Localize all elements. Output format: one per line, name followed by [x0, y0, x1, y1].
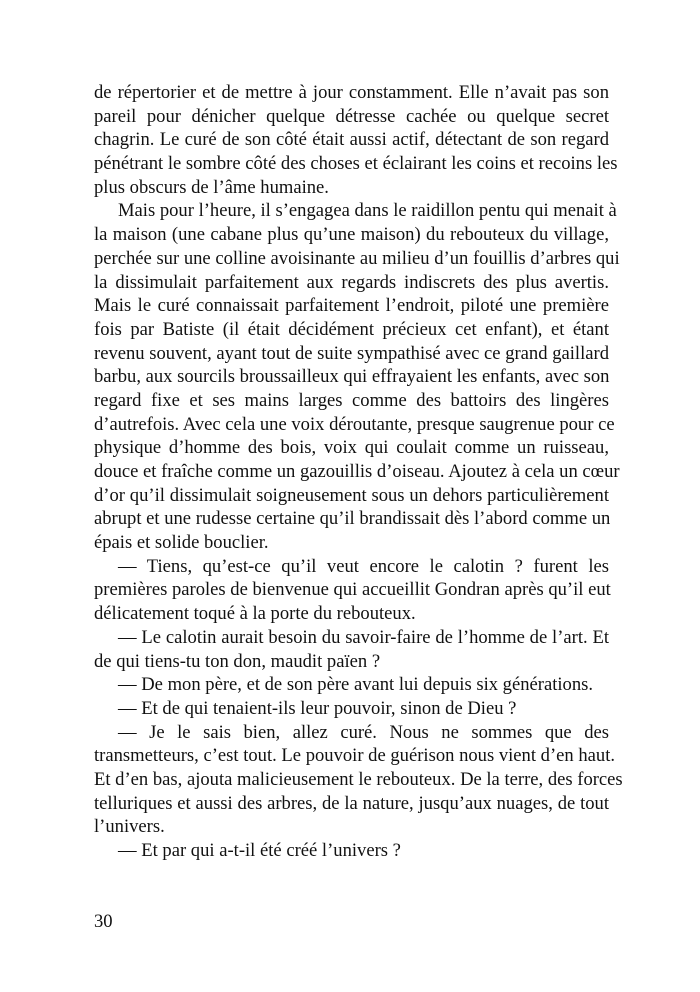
text-line: abrupt et une rudesse certaine qu’il brandissait dès l’abord comme un [94, 508, 611, 530]
paragraph [94, 721, 623, 839]
text-line: fois par Batiste (il était décidément précieux cet enfant), et étant [94, 318, 609, 340]
text-line: plus obscurs de l’âme humaine. [94, 176, 329, 198]
paragraph [94, 626, 609, 673]
paragraph [94, 555, 609, 626]
text-line: douce et fraîche comme un gazouillis d’oiseau. Ajoutez à cela un cœur [94, 461, 620, 482]
paragraph [94, 199, 620, 554]
text-line: — Et de qui tenaient-ils leur pouvoir, sinon de Dieu ? [118, 697, 517, 719]
text-line: revenu souvent, ayant tout de suite sympathisé avec ce grand gaillard [94, 342, 609, 364]
text-line: premières paroles de bienvenue qui accueillit Gondran après qu’il eut [94, 579, 611, 601]
text-line: de répertorier et de mettre à jour constamment. Elle n’avait pas son [94, 82, 609, 103]
text-line: la maison (une cabane plus qu’une maison) du rebouteux du village, [94, 224, 609, 246]
text-line: — Tiens, qu’est-ce qu’il veut encore le calotin ? furent les [118, 555, 609, 577]
text-line: d’autrefois. Avec cela une voix déroutante, presque saugrenue pour ce [94, 413, 615, 435]
text-line: — Et par qui a-t-il été créé l’univers ? [118, 840, 401, 861]
text-line: délicatement toqué à la porte du rebouteux. [94, 603, 416, 625]
text-line: perchée sur une colline avoisinante au milieu d’un fouillis d’arbres qui [94, 247, 620, 269]
text-line: Mais le curé connaissait parfaitement l’endroit, piloté une première [94, 295, 609, 317]
body-text [94, 81, 623, 863]
text-line: pénétrant le sombre côté des choses et éclairant les coins et recoins les [94, 153, 618, 175]
page-number: 30 [94, 911, 113, 932]
text-line: regard fixe et ses mains larges comme des battoirs des lingères [94, 389, 609, 411]
text-line: d’or qu’il dissimulait soigneusement sous un dehors particulièrement [94, 484, 609, 506]
text-line: transmetteurs, c’est tout. Le pouvoir de guérison nous vient d’en haut. [94, 745, 616, 767]
text-line: Mais pour l’heure, il s’engagea dans le raidillon pentu qui menait à [118, 200, 617, 222]
text-line: de qui tiens-tu ton don, maudit païen ? [94, 650, 381, 672]
text-line: pareil pour dénicher quelque détresse cachée ou quelque secret [94, 105, 609, 127]
text-line: épais et solide bouclier. [94, 532, 269, 554]
text-line: la dissimulait parfaitement aux regards indiscrets des plus avertis. [94, 271, 609, 293]
paragraph [94, 839, 609, 863]
text-line: l’univers. [94, 816, 165, 838]
text-line: physique d’homme des bois, voix qui coulait comme un ruisseau, [94, 437, 609, 459]
paragraph [94, 81, 618, 199]
text-line: barbu, aux sourcils broussailleux qui effrayaient les enfants, avec son [94, 366, 610, 388]
paragraph [94, 673, 609, 697]
text-line: — Je le sais bien, allez curé. Nous ne sommes que des [118, 721, 609, 743]
text-line: — De mon père, et de son père avant lui depuis six générations. [118, 674, 594, 696]
text-line: — Le calotin aurait besoin du savoir-faire de l’homme de l’art. Et [118, 626, 609, 648]
paragraph [94, 697, 609, 721]
text-line: Et d’en bas, ajouta malicieusement le rebouteux. De la terre, des forces [94, 768, 623, 790]
text-line: chagrin. Le curé de son côté était aussi actif, détectant de son regard [94, 129, 609, 151]
text-line: telluriques et aussi des arbres, de la nature, jusqu’aux nuages, de tout [94, 792, 609, 814]
